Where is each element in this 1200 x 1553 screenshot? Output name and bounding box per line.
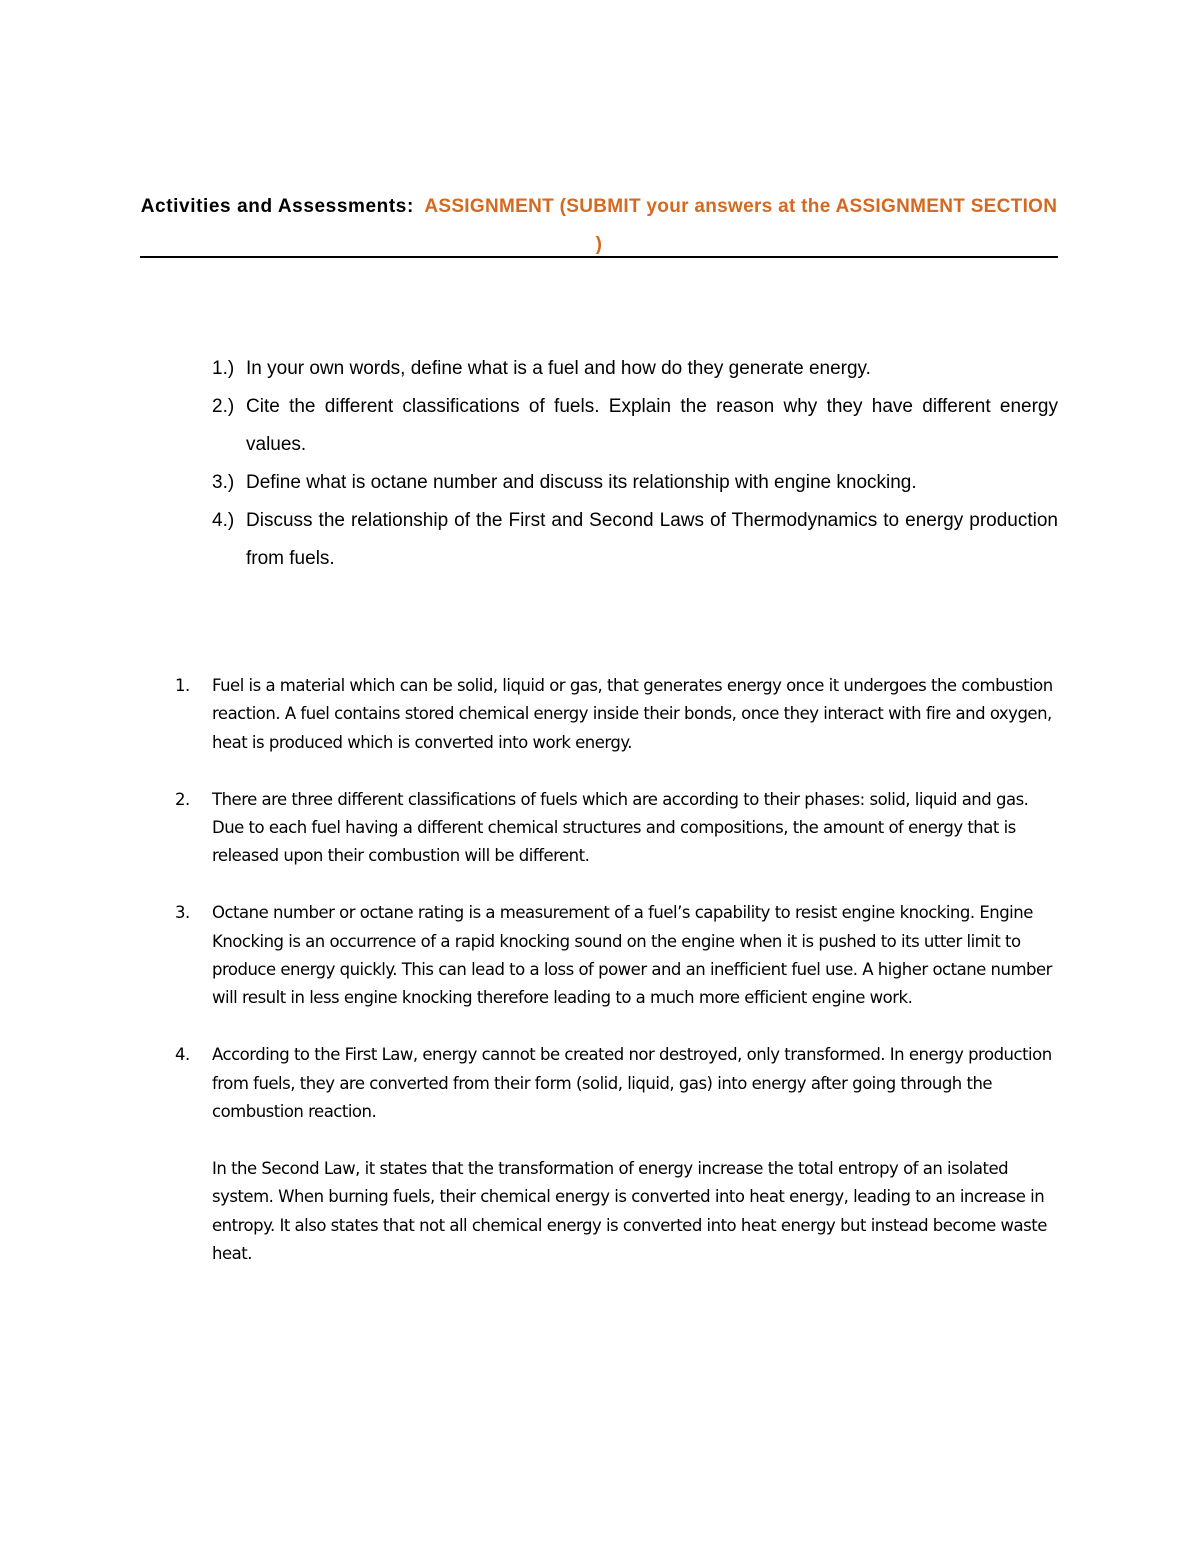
- answer-paragraph: In the Second Law, it states that the transformation of energy increase the total entropy of an isolated system. When burning fuels, their chemical energy is converted into heat energy, leading to an increase in entropy. It also states that not all chemical energy is converted into heat energy but instead become waste heat.: [212, 1158, 1047, 1264]
- answer-paragraph: There are three different classifications of fuels which are according to their phases: solid, liquid and gas. Due to each fuel having a different chemical structures and compositions, the amount of energy that is released upon their combustion will be different.: [212, 789, 1029, 866]
- answer-paragraph: Fuel is a material which can be solid, liquid or gas, that generates energy once it undergoes the combustion reaction. A fuel contains stored chemical energy inside their bonds, once they interact with fire and oxygen, heat is produced which is converted into work energy.: [212, 676, 1053, 752]
- answer-paragraph: Octane number or octane rating is a measurement of a fuel’s capability to resist engine knocking. Engine Knocking is an occurrence of a rapid knocking sound on the engine when it is pushed to its utter limit to produce energy quickly. This can lead to a loss of power and an inefficient fuel use. A higher octane number will result in less engine knocking therefore leading to a much more efficient engine work.: [212, 903, 1052, 1008]
- question-item: [212, 388, 1058, 464]
- answer-list: [175, 672, 1055, 1297]
- question-number: 1.): [212, 358, 235, 379]
- header-divider: [140, 256, 1058, 258]
- answer-item: [175, 672, 1055, 757]
- answer-paragraph: According to the First Law, energy cannot be created nor destroyed, only transformed. In energy production from fuels, they are converted from their form (solid, liquid, gas) into energy after going through the combustion reaction.: [212, 1045, 1052, 1122]
- question-text: Cite the different classifications of fuels. Explain the reason why they have different energy values.: [246, 396, 1058, 455]
- question-text: Discuss the relationship of the First and Second Laws of Thermodynamics to energy production from fuels.: [246, 510, 1058, 569]
- question-number: 3.): [212, 472, 235, 493]
- answer-item: [175, 899, 1055, 1013]
- answer-item: [175, 1041, 1055, 1268]
- question-item: [212, 502, 1058, 578]
- question-item: [212, 464, 1058, 502]
- question-list: [212, 350, 1058, 578]
- answer-number: 2.: [175, 789, 190, 809]
- assignment-title: ASSIGNMENT (SUBMIT your answers at the ASSIGNMENT SECTION ): [424, 196, 1058, 255]
- question-item: [212, 350, 1058, 388]
- question-number: 2.): [212, 396, 235, 417]
- question-number: 4.): [212, 510, 235, 531]
- question-text: In your own words, define what is a fuel and how do they generate energy.: [246, 358, 871, 379]
- answer-number: 4.: [175, 1045, 190, 1065]
- assignment-header: [140, 188, 1058, 264]
- answer-item: [175, 786, 1055, 871]
- answer-number: 1.: [175, 676, 190, 695]
- answer-number: 3.: [175, 903, 190, 923]
- question-text: Define what is octane number and discuss its relationship with engine knocking.: [246, 472, 917, 493]
- activities-label: Activities and Assessments:: [140, 196, 414, 217]
